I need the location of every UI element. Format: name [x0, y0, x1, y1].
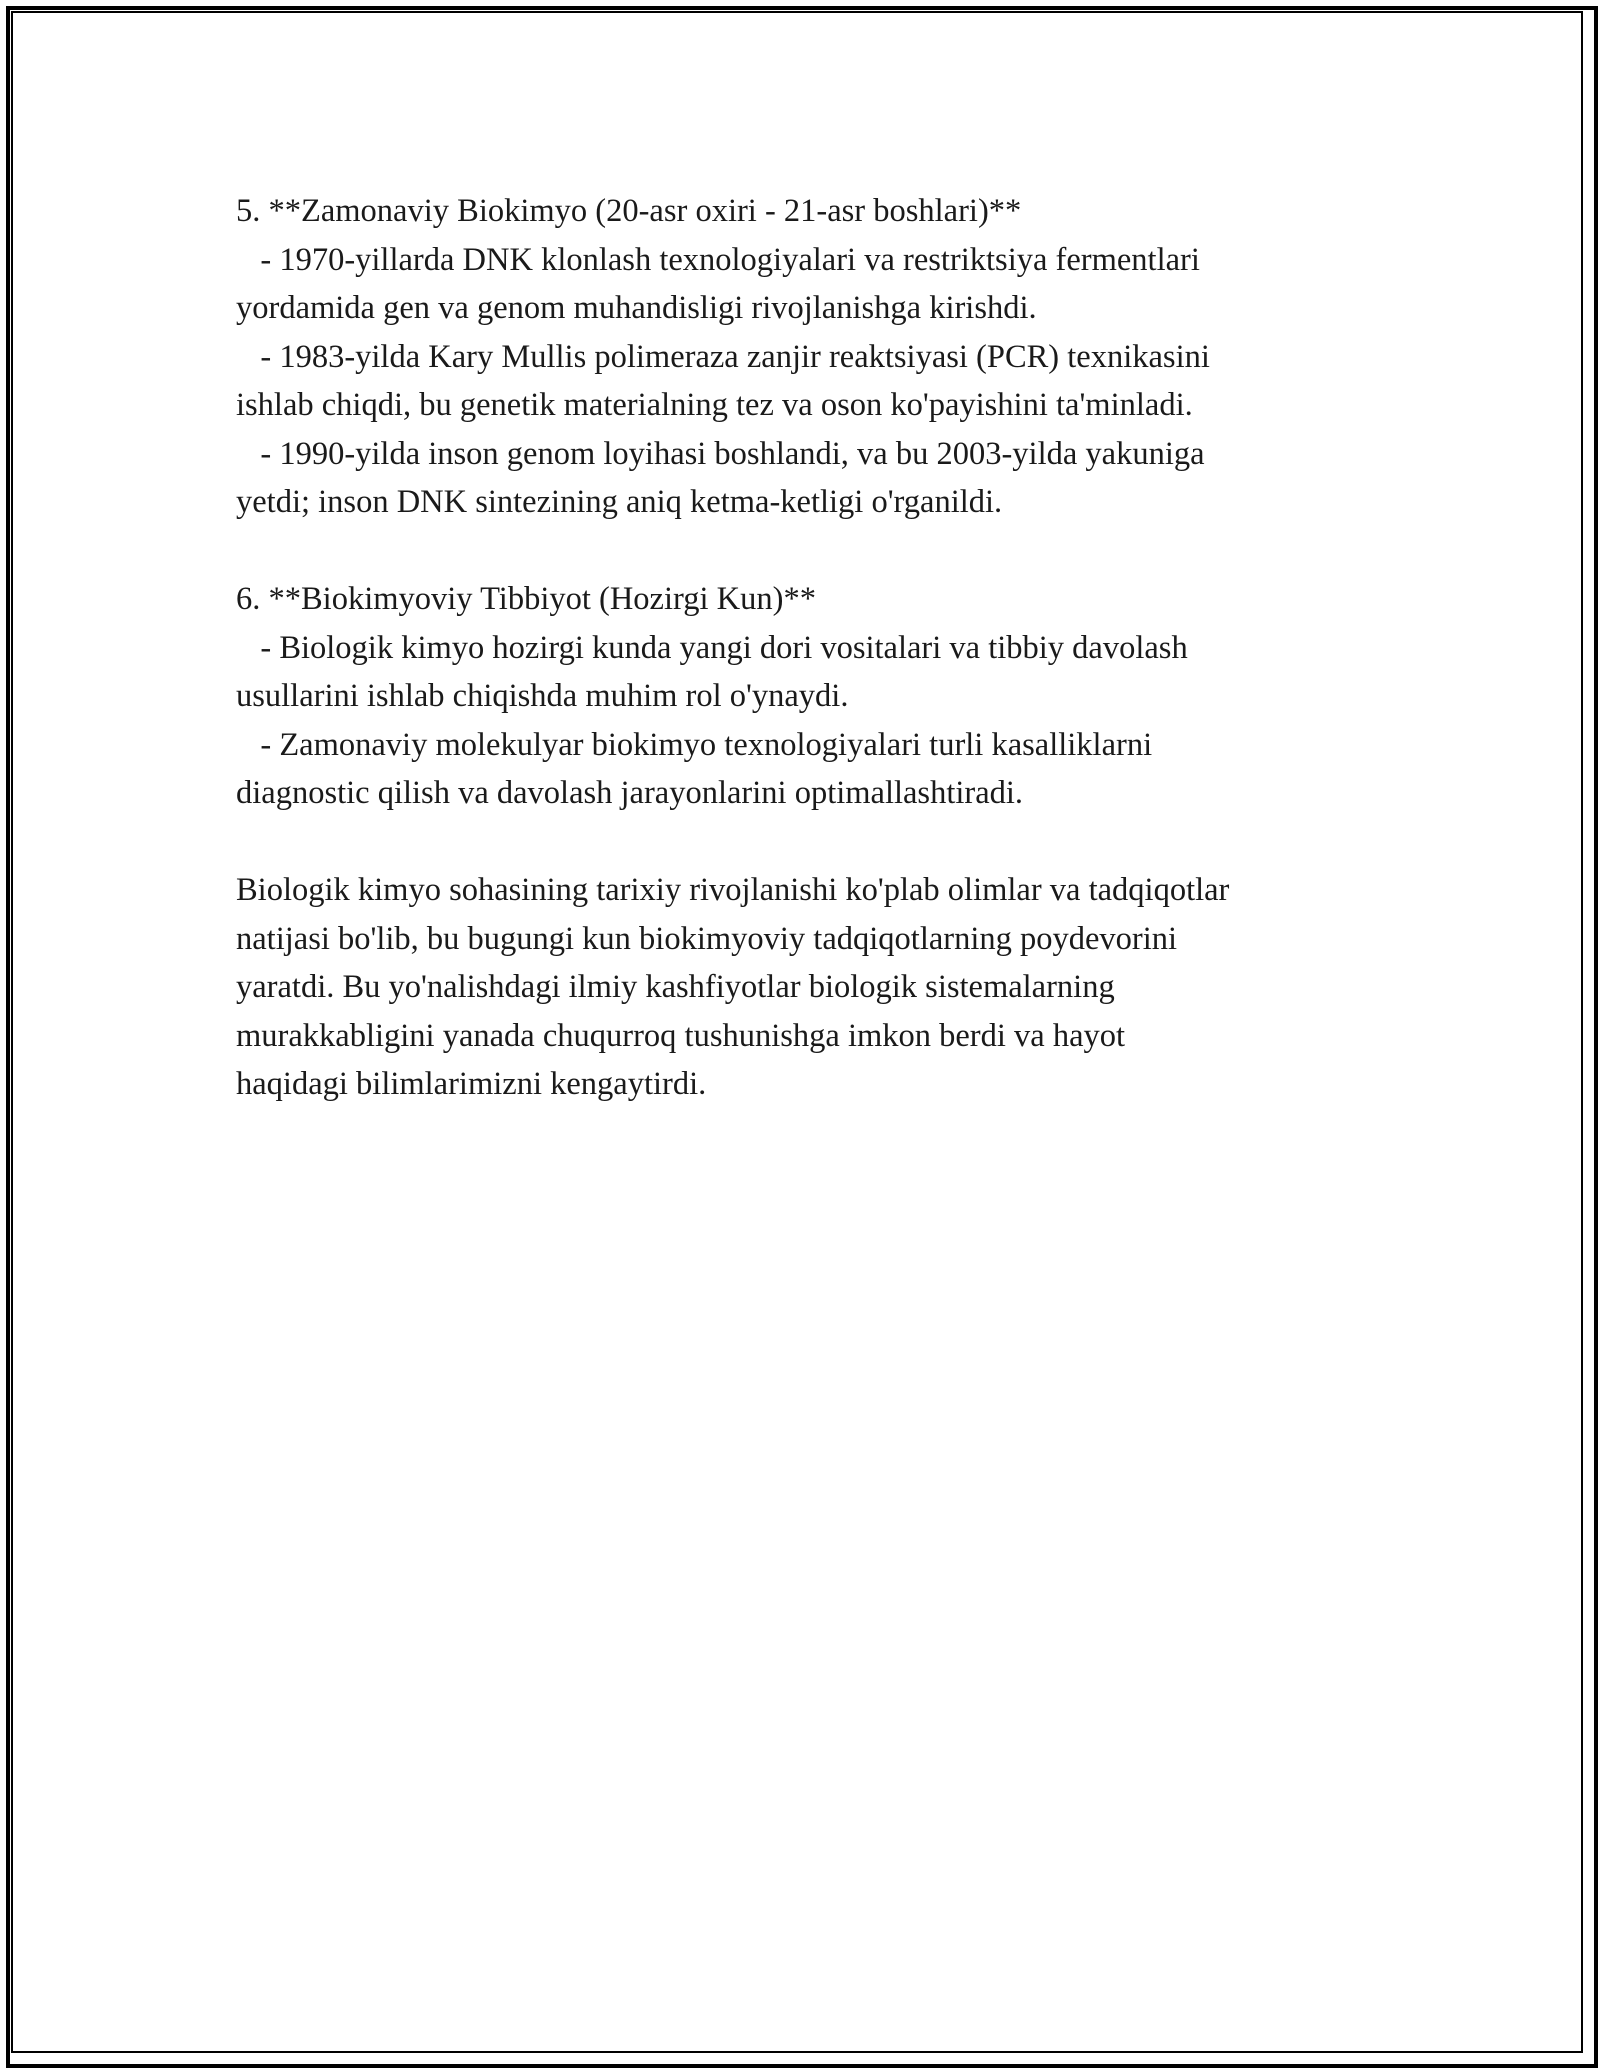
bullet-line: - 1983-yilda Kary Mullis polimeraza zanjir reaktsiyasi (PCR) texnikasini: [236, 338, 1210, 375]
text-line: haqidagi bilimlarimizni kengaytirdi.: [236, 1066, 707, 1102]
bullet-line: - 1970-yillarda DNK klonlash texnologiyalari va restriktsiya fermentlari: [236, 241, 1200, 278]
text-line: ishlab chiqdi, bu genetik materialning tez va oson ko'payishini ta'minladi.: [236, 387, 1193, 423]
section-heading: 5. **Zamonaviy Biokimyo (20-asr oxiri - 21-asr boshlari)**: [236, 193, 1022, 229]
paragraph-spacer: [236, 527, 1376, 576]
text-line: yordamida gen va genom muhandisligi rivojlanishga kirishdi.: [236, 290, 1037, 326]
section-6-biokimyoviy-tibbiyot: [236, 575, 1376, 818]
text-line: murakkabligini yanada chuqurroq tushunishga imkon berdi va hayot: [236, 1017, 1126, 1054]
section-heading: 6. **Biokimyoviy Tibbiyot (Hozirgi Kun)**: [236, 581, 816, 617]
text-line: diagnostic qilish va davolash jarayonlarini optimallashtiradi.: [236, 775, 1024, 811]
bullet-line: - Biologik kimyo hozirgi kunda yangi dori vositalari va tibbiy davolash: [236, 629, 1188, 666]
section-5-zamonaviy-biokimyo: [236, 187, 1376, 527]
conclusion-paragraph: [236, 866, 1376, 1109]
text-line: yetdi; inson DNK sintezining aniq ketma-ketligi o'rganildi.: [236, 484, 1003, 520]
bullet-line: - 1990-yilda inson genom loyihasi boshlandi, va bu 2003-yilda yakuniga: [236, 435, 1205, 472]
text-line: natijasi bo'lib, bu bugungi kun biokimyoviy tadqiqotlarning poydevorini: [236, 920, 1178, 957]
text-line: usullarini ishlab chiqishda muhim rol o'ynaydi.: [236, 678, 849, 714]
text-line: Biologik kimyo sohasining tarixiy rivojlanishi ko'plab olimlar va tadqiqotlar: [236, 872, 1230, 908]
bullet-line: - Zamonaviy molekulyar biokimyo texnologiyalari turli kasalliklarni: [236, 726, 1153, 763]
document-body: [236, 187, 1376, 1109]
text-line: yaratdi. Bu yo'nalishdagi ilmiy kashfiyotlar biologik sistemalarning: [236, 969, 1115, 1005]
paragraph-spacer: [236, 818, 1376, 867]
